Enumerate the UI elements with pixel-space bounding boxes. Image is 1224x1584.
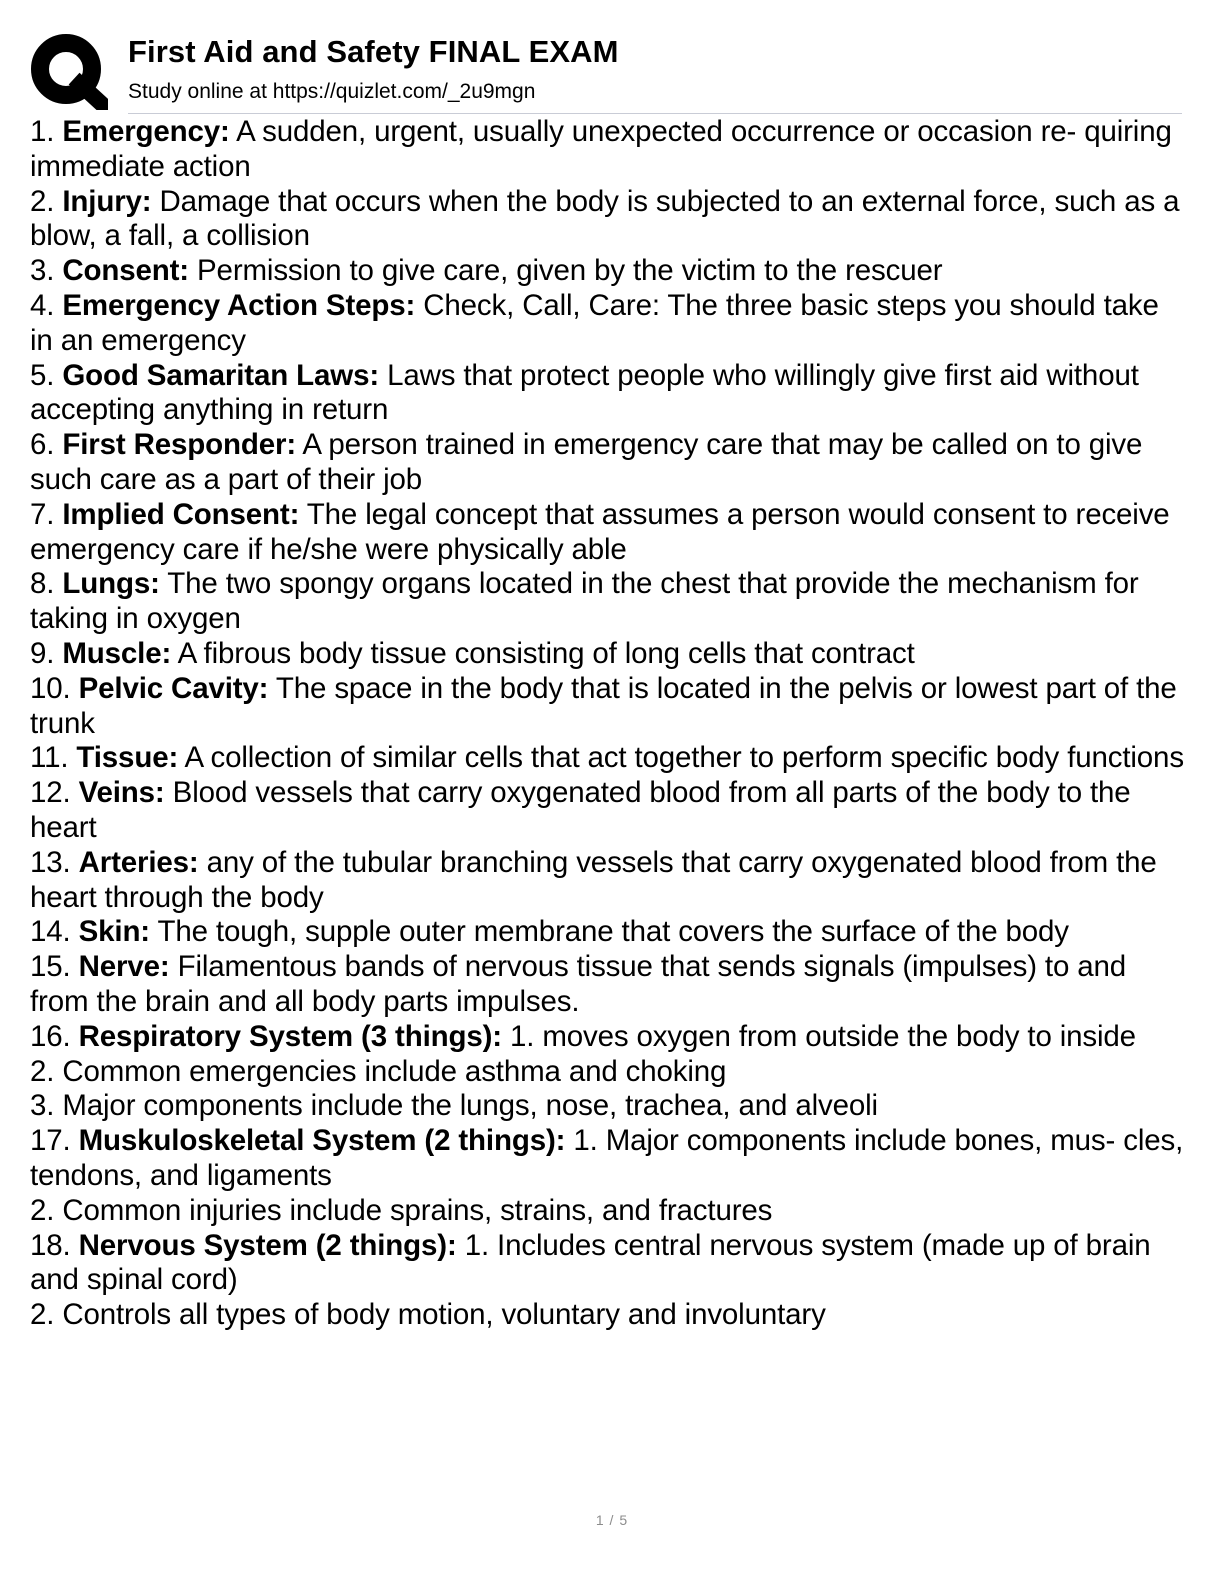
- term-number: 9.: [30, 636, 55, 670]
- term-item: [30, 776, 1186, 846]
- term-item: [30, 741, 1186, 776]
- term-definition: The space in the body that is located in the pelvis or lowest part of the trunk: [30, 671, 1177, 740]
- term-label: Good Samaritan Laws:: [62, 358, 380, 392]
- term-definition-continued: 3. Major components include the lungs, nose, trachea, and alveoli: [30, 1089, 878, 1123]
- term-label: Emergency:: [62, 115, 230, 148]
- term-definition-continued: 2. Common injuries include sprains, strains, and fractures: [30, 1193, 773, 1227]
- term-item: [30, 1229, 1186, 1299]
- quizlet-q-logo-icon: [30, 32, 108, 110]
- term-label: Emergency Action Steps:: [62, 288, 416, 322]
- term-definition: Laws that protect people who willingly give first aid without accepting anything in return: [30, 358, 1139, 427]
- term-label: Nerve:: [78, 950, 170, 984]
- term-item: [30, 915, 1186, 950]
- term-definition: Damage that occurs when the body is subjected to an external force, such as a blow, a fall, a collision: [30, 184, 1180, 253]
- term-label: Implied Consent:: [62, 497, 300, 531]
- term-number: 1.: [30, 115, 55, 148]
- term-label: Muskuloskeletal System (2 things):: [78, 1124, 566, 1158]
- term-item: [30, 498, 1186, 568]
- term-number: 17.: [30, 1124, 71, 1158]
- page-header: [30, 30, 1184, 112]
- term-item: [30, 289, 1186, 359]
- term-number: 11.: [30, 741, 69, 775]
- term-list: [30, 115, 1186, 1333]
- term-item: [30, 1020, 1186, 1055]
- term-item: [30, 115, 1186, 185]
- term-number: 12.: [30, 776, 71, 810]
- term-item: [30, 950, 1186, 1020]
- term-number: 15.: [30, 950, 71, 984]
- term-label: Muscle:: [62, 636, 172, 670]
- term-label: Pelvic Cavity:: [78, 671, 269, 705]
- term-definition: A collection of similar cells that act together to perform specific body functions: [184, 741, 1184, 775]
- term-definition: 1. Major components include bones, mus- cles, tendons, and ligaments: [30, 1124, 1184, 1192]
- term-item: [30, 185, 1186, 255]
- term-label: Arteries:: [78, 845, 199, 879]
- term-number: 3.: [30, 254, 55, 288]
- term-number: 6.: [30, 428, 55, 462]
- term-label: Nervous System (2 things):: [78, 1228, 457, 1262]
- term-definition: A sudden, urgent, usually unexpected occurrence or occasion re- quiring immediate action: [30, 115, 1172, 183]
- term-label: Injury:: [62, 184, 152, 218]
- page-number: 1 / 5: [595, 1512, 629, 1528]
- term-item: [30, 1124, 1186, 1194]
- term-number: 10.: [30, 671, 71, 705]
- term-item: [30, 637, 1186, 672]
- term-number: 8.: [30, 567, 55, 601]
- term-definition: any of the tubular branching vessels that carry oxygenated blood from the heart through the body: [30, 845, 1157, 914]
- term-item: [30, 672, 1186, 742]
- term-definition: Check, Call, Care: The three basic steps you should take in an emergency: [30, 288, 1159, 357]
- term-number: 18.: [30, 1228, 71, 1262]
- document-title: First Aid and Safety FINAL EXAM: [128, 34, 619, 69]
- study-online-link[interactable]: Study online at https://quizlet.com/_2u9mgn: [128, 80, 536, 103]
- term-definition-continued: 2. Controls all types of body motion, voluntary and involuntary: [30, 1298, 826, 1332]
- term-definition: A person trained in emergency care that may be called on to give such care as a part of their job: [30, 428, 1143, 496]
- term-item: [30, 359, 1186, 429]
- term-definition: A fibrous body tissue consisting of long cells that contract: [177, 636, 915, 670]
- term-definition: 1. moves oxygen from outside the body to inside: [510, 1019, 1136, 1053]
- term-label: Tissue:: [76, 741, 179, 775]
- term-item: [30, 428, 1186, 498]
- term-definition: Filamentous bands of nervous tissue that sends signals (impulses) to and from the brain and all body parts impulses.: [30, 950, 1127, 1018]
- term-label: Veins:: [78, 776, 165, 810]
- term-definition: Blood vessels that carry oxygenated blood from all parts of the body to the heart: [30, 776, 1131, 844]
- term-number: 7.: [30, 497, 55, 531]
- term-definition: 1. Includes central nervous system (made up of brain and spinal cord): [30, 1228, 1151, 1297]
- term-label: First Responder:: [62, 428, 296, 462]
- term-definition: The tough, supple outer membrane that covers the surface of the body: [157, 915, 1069, 949]
- header-divider: [128, 113, 1182, 114]
- term-number: 14.: [30, 915, 71, 949]
- term-label: Respiratory System (3 things):: [78, 1019, 502, 1053]
- term-label: Lungs:: [62, 567, 160, 601]
- term-label: Skin:: [78, 915, 150, 949]
- term-definition: The legal concept that assumes a person would consent to receive emergency care if he/she were physically able: [30, 497, 1170, 566]
- term-number: 2.: [30, 184, 55, 218]
- term-definition: The two spongy organs located in the chest that provide the mechanism for taking in oxygen: [30, 567, 1139, 636]
- term-item: [30, 254, 1186, 289]
- term-definition: Permission to give care, given by the victim to the rescuer: [197, 254, 943, 288]
- term-number: 5.: [30, 358, 55, 392]
- term-number: 4.: [30, 288, 55, 322]
- term-item: [30, 567, 1186, 637]
- term-label: Consent:: [62, 254, 189, 288]
- term-definition-continued: 2. Common emergencies include asthma and choking: [30, 1054, 727, 1088]
- term-number: 13.: [30, 845, 71, 879]
- term-number: 16.: [30, 1019, 71, 1053]
- term-item: [30, 846, 1186, 916]
